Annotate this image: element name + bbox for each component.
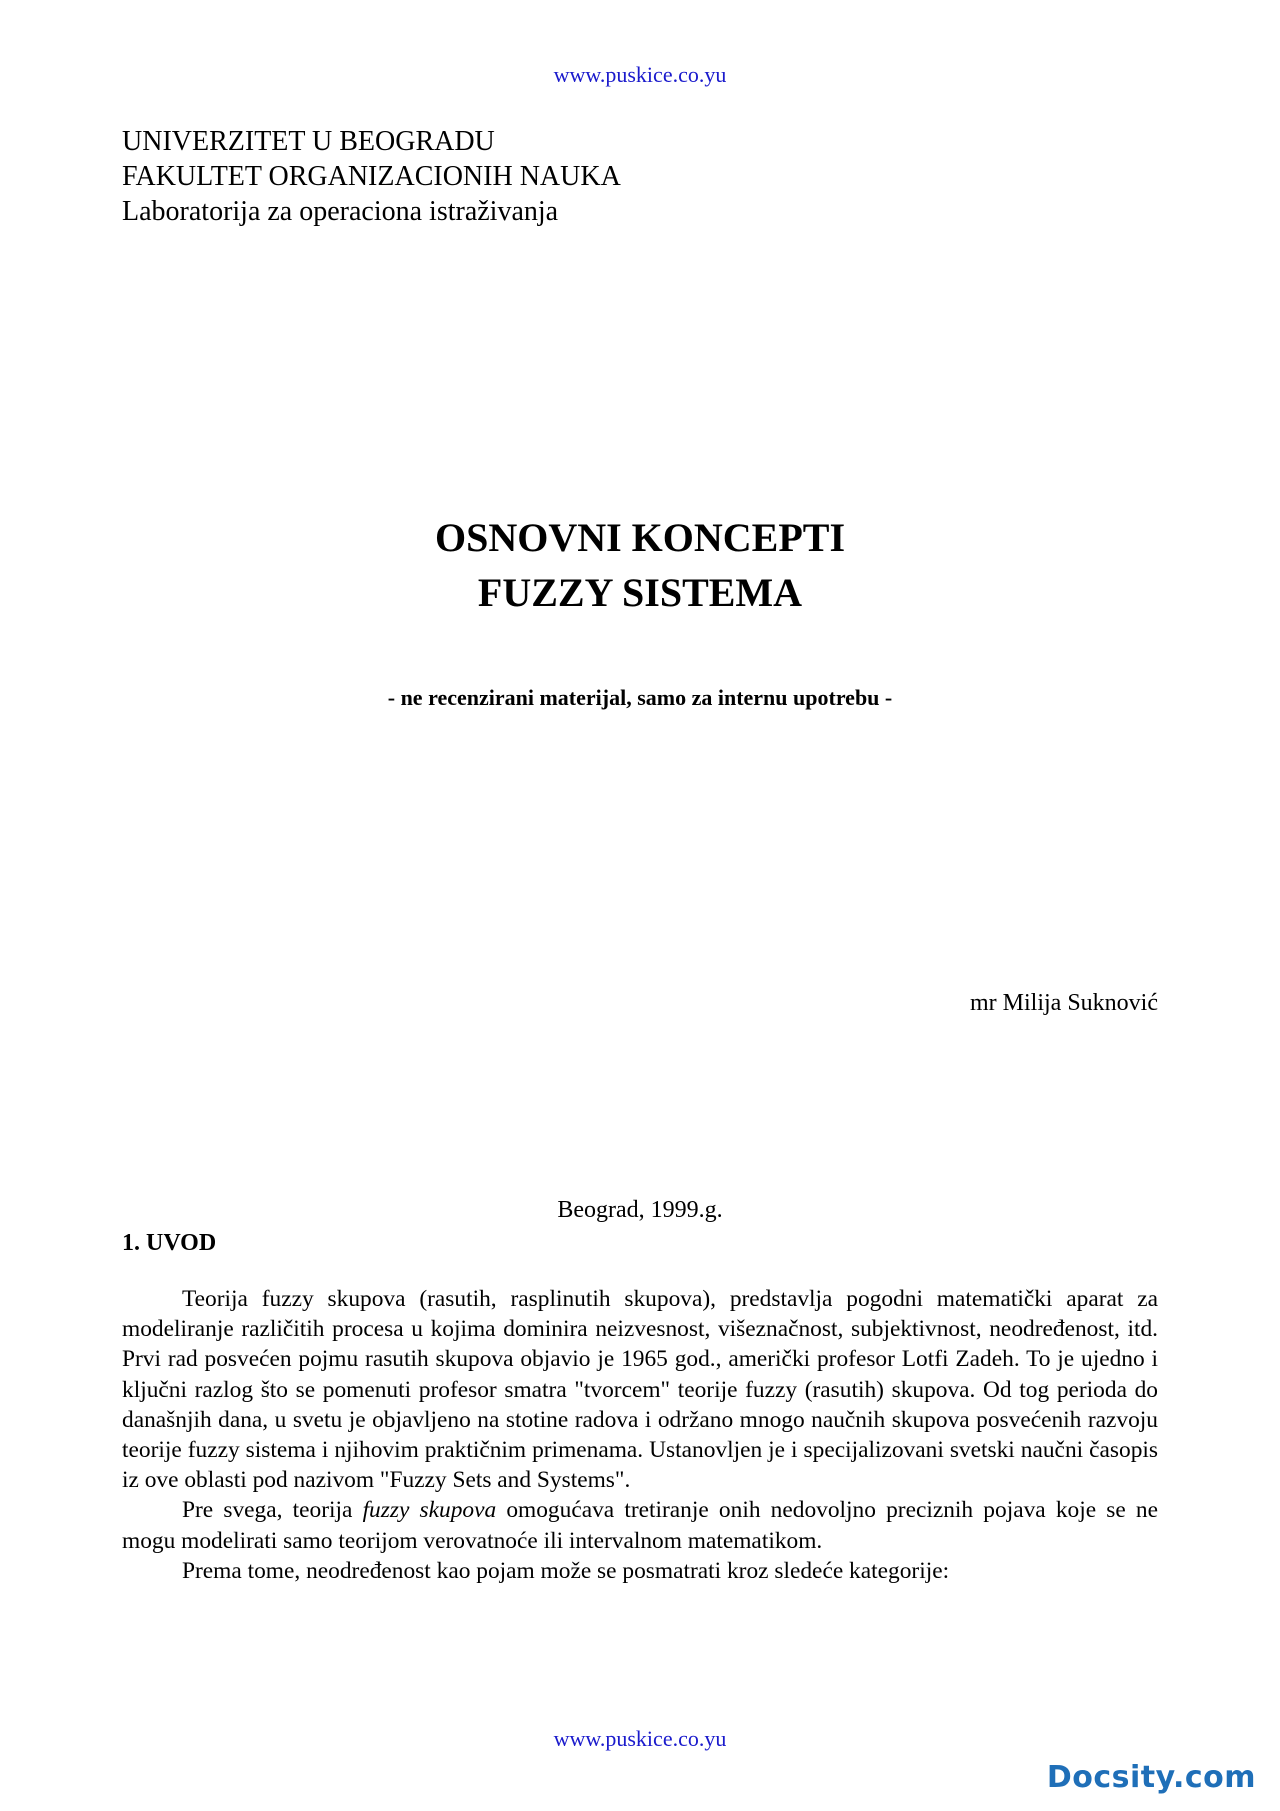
section-body [122,1284,1158,1586]
docsity-watermark-logo: Docsity.com [1046,1760,1256,1795]
footer-url-link[interactable]: www.puskice.co.yu [553,1726,727,1751]
place-date: Beograd, 1999.g. [557,1197,723,1223]
laboratory-name: Laboratorija za operaciona istraživanja [122,196,559,227]
section-heading: 1. UVOD [122,1230,217,1256]
paragraph-2-end: omogućava tretiranje onih nedovoljno preciznih pojava koje se ne mogu modelirati samo teorijom verovatnoće ili intervalnom matematikom. [122,1497,1159,1554]
document-title [0,510,1280,620]
paragraph-2 [122,1495,1158,1555]
author-name: mr Milija Suknović [970,990,1158,1016]
title-line-2: FUZZY SISTEMA [477,570,803,615]
document-subtitle: - ne recenzirani materijal, samo za internu upotrebu - [387,685,893,710]
university-name: UNIVERZITET U BEOGRADU [122,126,495,157]
paragraph-3: Prema tome, neodređenost kao pojam može se posmatrati kroz sledeće kategorije: [182,1557,950,1584]
paragraph-2-emphasis: fuzzy skupova [362,1497,497,1524]
paragraph-1: Teorija fuzzy skupova (rasutih, rasplinutih skupova), predstavlja pogodni matematički aparat za modeliranje različitih procesa u kojima dominira neizvesnost, višeznačnost, subjektivnost, neodređenost, itd. Prvi rad posvećen pojmu rasutih skupova objavio je 1965 god., američki profesor Lotfi Zadeh. To je ujedno i ključni razlog što se pomenuti profesor smatra "tvorcem" teorije fuzzy (rasutih) skupova. Od tog perioda do današnjih dana, u svetu je objavljeno na stotine radova i održano mnogo naučnih skupova posvećenih razvoju teorije fuzzy sistema i njihovim praktičnim primenama. Ustanovljen je i specijalizovani svetski naučni časopis iz ove oblasti pod nazivom "Fuzzy Sets and Systems". [122,1286,1158,1494]
header-url-link[interactable]: www.puskice.co.yu [553,62,727,87]
faculty-name: FAKULTET ORGANIZACIONIH NAUKA [122,161,621,192]
paragraph-2-start: Pre svega, teorija [182,1497,363,1524]
institution-block [122,124,621,229]
title-line-1: OSNOVNI KONCEPTI [434,515,846,560]
